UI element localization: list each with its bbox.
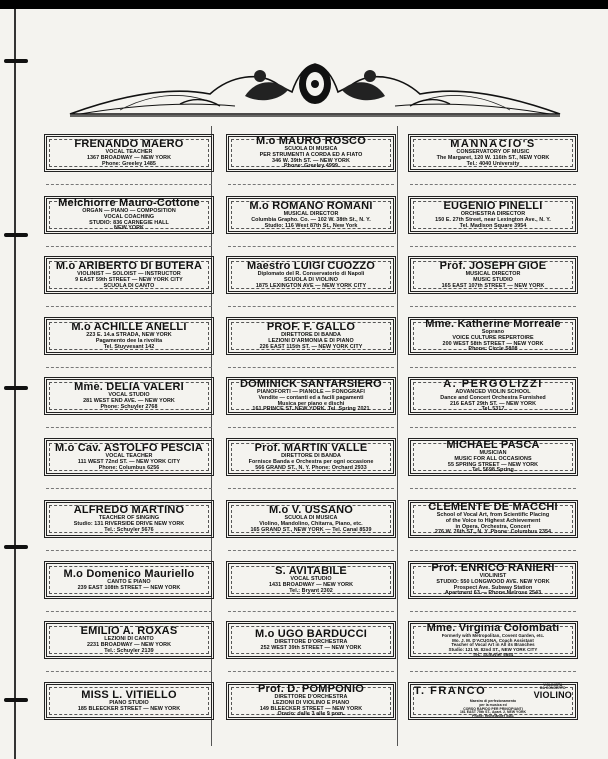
- card-line: The Margaret, 120 W. 116th ST., NEW YORK: [436, 154, 550, 161]
- card-line: 149 BLEECKER STREET — NEW YORK: [259, 705, 363, 712]
- card-line: DIRETTORE D'ORCHESTRA: [274, 639, 348, 646]
- card-line: Tel. Stuyvesant 142: [103, 343, 155, 350]
- advertiser-name: Prof. MARTIN VALLE: [254, 441, 368, 454]
- advertiser-name: MANNACIO'S: [450, 137, 536, 150]
- advertisement-card: [222, 254, 400, 296]
- card-line: PIANO STUDIO: [109, 700, 149, 707]
- card-line: 165 EAST 107th STREET — NEW YORK: [441, 282, 545, 289]
- advertisement-card: [404, 194, 582, 236]
- advertisement-card: [222, 375, 400, 417]
- advertiser-name: M.o Domenico Mauriello: [63, 567, 195, 580]
- card-line: Tel. 5317: [481, 406, 505, 413]
- advertisement-card: [404, 680, 582, 722]
- card-line: Maestro di perfezionamento: [469, 699, 517, 704]
- card-line: VOCAL COACHING: [103, 214, 155, 221]
- advertisement-card: [404, 498, 582, 540]
- card-line: CORSO RAPIDO PER PRINCIPIANTI: [463, 706, 523, 711]
- card-line: MUSICAL DIRECTOR: [465, 271, 521, 278]
- row-divider: [410, 550, 576, 552]
- advertisement-card: [222, 619, 400, 661]
- card-line: 566 GRAND ST., N. Y. Phone: Orchard 2933: [255, 464, 367, 471]
- row-divider: [228, 246, 394, 248]
- advertisement-card: [40, 680, 218, 722]
- card-line: Phone: Rhinelander 5461: [472, 713, 514, 718]
- card-content: [232, 441, 390, 473]
- advertisement-card: [222, 194, 400, 236]
- card-line: Studio: 131 RIVERSIDE DRIVE NEW YORK: [73, 520, 185, 527]
- card-line: 223 E. 14.a STRADA, NEW YORK: [86, 332, 172, 339]
- advertiser-name: ALFREDO MARTINO: [73, 503, 185, 516]
- advertisement-card: [222, 436, 400, 478]
- advertiser-name: M.o ARIBERTO DI BUTERA: [55, 259, 203, 272]
- ornamental-header: [60, 56, 570, 120]
- card-line: of the Voice to Highest Achievement: [445, 518, 541, 525]
- card-line: Tel.: Bryant 2302: [289, 587, 333, 594]
- card-line: 226 EAST 115th ST. — NEW YORK CITY: [259, 343, 363, 350]
- card-line: PIANOFORTI — PIANOLE — FONOGRAFI: [257, 389, 365, 396]
- binder-hole: [4, 233, 28, 237]
- card-line: Tel. 5698 Spring: [472, 467, 514, 474]
- card-line: School of Vocal Art, from Scientific Placing: [436, 512, 550, 519]
- card-content: [50, 196, 208, 232]
- card-line: Formerly with Metropolitan, Covent Garden, etc.: [441, 633, 545, 639]
- card-content: [414, 682, 572, 718]
- card-line: ORCHESTRA DIRECTOR: [460, 211, 526, 218]
- card-content: [232, 682, 390, 718]
- row-divider: [46, 488, 212, 490]
- binder-hole: [4, 386, 28, 390]
- card-line: 200 WEST 58th STREET — NEW YORK: [442, 340, 544, 347]
- card-content: [50, 320, 208, 352]
- card-content: [50, 380, 208, 412]
- card-line: ADVANCED VIOLIN SCHOOL: [455, 389, 531, 396]
- advertiser-name: FRENANDO MAERO: [74, 137, 184, 150]
- card-line: 346 W. 39th ST. — NEW YORK: [272, 157, 350, 164]
- card-content: [232, 134, 390, 170]
- row-divider: [46, 184, 212, 186]
- card-line: in Opera, Orchestra, Concert: [455, 523, 531, 530]
- row-divider: [46, 611, 212, 613]
- side-label: [534, 684, 572, 701]
- card-line: SCUOLA DI MUSICA: [284, 146, 338, 153]
- advertisement-card: [404, 375, 582, 417]
- advertisement-card: [40, 132, 218, 174]
- card-line: Soprano: [481, 329, 505, 336]
- advertiser-name: CLEMENTE DE MACCHI: [428, 500, 558, 513]
- card-content: [50, 137, 208, 169]
- row-divider: [410, 246, 576, 248]
- advertisement-card: [40, 436, 218, 478]
- advertisement-card: [404, 254, 582, 296]
- side-title: VIOLINO: [533, 689, 572, 700]
- advertiser-name: MICHAEL PASCA: [446, 438, 540, 451]
- card-line: 161 PRINCE ST. NEW YORK. Tel. Spring 7021: [252, 406, 370, 413]
- advertiser-name: M.o ROMANO ROMANI: [249, 199, 373, 212]
- card-line: VOCAL STUDIO: [108, 392, 150, 399]
- card-content: [232, 624, 390, 656]
- card-line: MUSIC FOR ALL OCCASIONS: [454, 456, 532, 463]
- card-line: 161 EAST 75th ST., Apart. 2, NEW YORK: [459, 710, 527, 715]
- card-line: Prospect Ave. Subway Station: [453, 584, 533, 591]
- card-content: [50, 685, 208, 717]
- top-border: [0, 0, 608, 9]
- card-line: 165 GRAND ST., NEW YORK — Tel. Canal 8539: [250, 526, 372, 533]
- advertiser-name: Melchiorre Mauro-Cottone: [58, 196, 200, 209]
- advertisement-card: [40, 619, 218, 661]
- advertiser-name: Mme. Virginia Colombati: [426, 621, 560, 634]
- advertisement-card: [404, 619, 582, 661]
- row-divider: [46, 306, 212, 308]
- row-divider: [410, 306, 576, 308]
- card-line: Fornisce Banda e Orchestra per ogni occasione: [248, 458, 374, 465]
- card-line: 2231 BROADWAY — NEW YORK: [86, 641, 172, 648]
- card-line: 216 EAST 29th ST. — NEW YORK: [449, 400, 537, 407]
- card-line: DIRETTORE DI BANDA: [281, 332, 341, 339]
- advertiser-name: M.o Cav. ASTOLFO PESCIA: [54, 441, 204, 454]
- row-divider: [46, 367, 212, 369]
- advertiser-name: M.o MAURO ROSCO: [256, 134, 366, 147]
- advertiser-name: Prof. D. POMPONIO: [257, 682, 365, 695]
- binder-hole: [4, 545, 28, 549]
- row-divider: [410, 184, 576, 186]
- advertisement-card: [222, 315, 400, 357]
- card-line: DIRETTORE D'ORCHESTRA: [274, 694, 348, 701]
- card-line: CANTO E PIANO: [107, 579, 151, 586]
- card-content: [50, 624, 208, 656]
- advertiser-name: DOMINICK SANTARSIERO: [240, 377, 382, 390]
- card-content: [414, 137, 572, 169]
- card-line: Phone: Columbus 6256: [98, 464, 160, 471]
- row-divider: [410, 611, 576, 613]
- card-content: [50, 503, 208, 535]
- card-line: 1875 LEXINGTON AVE — NEW YORK CITY: [255, 282, 367, 289]
- card-content: [232, 320, 390, 352]
- advertisement-card: [40, 375, 218, 417]
- row-divider: [228, 306, 394, 308]
- card-line: Diplomato del R. Conservatorio di Napoli: [257, 271, 365, 278]
- card-content: [414, 621, 572, 657]
- card-line: Columbia Grapho. Co. — 102 W. 38th St., N. Y.: [251, 216, 371, 223]
- card-line: VOCAL STUDIO: [290, 576, 332, 583]
- card-content: [414, 259, 572, 291]
- card-content: [232, 503, 390, 535]
- card-line: SCUOLA DI MUSICA: [284, 515, 338, 522]
- card-line: MUSICIAN: [479, 450, 507, 457]
- card-line: Tel.: 4040 University: [466, 160, 520, 167]
- advertiser-name: EUGENIO PINELLI: [443, 199, 543, 212]
- advertiser-name: M.o V. USSANO: [268, 503, 354, 516]
- card-content: [414, 377, 572, 413]
- card-line: Apartment 63 — Phone Melrose 2543: [444, 590, 542, 597]
- advertiser-name: T. FRANCO: [414, 685, 487, 698]
- advertiser-name: M.o ACHILLE ANELLI: [71, 320, 187, 333]
- advertiser-name: Mme. Katherine Morreale: [425, 317, 561, 330]
- advertiser-name: PROF. F. GALLO: [266, 320, 356, 333]
- card-content: [232, 377, 390, 413]
- card-line: Teacher of Vocal Art in All its Branches: [451, 642, 535, 648]
- card-line: 276 W. 76th ST., N. Y. Phone: Columbus 2354: [434, 529, 552, 536]
- card-line: 239 EAST 108th STREET — NEW YORK: [77, 584, 181, 591]
- advertisement-card: [222, 559, 400, 601]
- advertiser-name: MISS L. VITIELLO: [81, 688, 177, 701]
- card-line: SCUOLA DI CANTO: [103, 282, 155, 289]
- advertiser-name: EMILIO A. ROXAS: [80, 624, 178, 637]
- card-content: [414, 500, 572, 536]
- card-line: Phone: Schuyler 2768: [100, 403, 158, 410]
- card-line: VOICE CULTURE REPERTOIRE: [452, 335, 534, 342]
- card-content: [232, 564, 390, 596]
- card-line: Pagamento dee la rivolita: [95, 337, 163, 344]
- card-line: VIOLINIST — SOLOIST — INSTRUCTOR: [77, 271, 181, 278]
- card-line: Dance and Concert Orchestra Furnished: [440, 395, 546, 402]
- binder-hole: [4, 59, 28, 63]
- binder-hole: [4, 698, 28, 702]
- card-line: VOCAL TEACHER: [105, 149, 153, 156]
- card-line: LEZIONI DI CANTO: [104, 636, 154, 643]
- card-line: STUDIO: 836 CARNEGIE HALL: [89, 219, 169, 226]
- row-divider: [46, 550, 212, 552]
- advertisement-card: [40, 254, 218, 296]
- side-line: DA CONCERTO: [539, 686, 566, 691]
- card-line: 1431 BROADWAY — NEW YORK: [268, 581, 354, 588]
- card-line: NEW YORK: [114, 225, 144, 232]
- card-header-row: [414, 684, 572, 701]
- advertiser-name: A. PERGOLIZZI: [443, 377, 543, 390]
- card-line: Tel.: Schuyler 5676: [104, 526, 154, 533]
- advertisement-card: [404, 559, 582, 601]
- card-content: [414, 561, 572, 597]
- card-line: 281 WEST END AVE. — NEW YORK: [83, 397, 175, 404]
- row-divider: [46, 427, 212, 429]
- advertisement-card: [404, 315, 582, 357]
- card-line: 150 E. 27th Street, near Lexington Ave., N. Y.: [435, 216, 551, 223]
- advertisement-card: [40, 315, 218, 357]
- advertisement-card: [404, 132, 582, 174]
- row-divider: [228, 367, 394, 369]
- binding-rule: [14, 9, 16, 759]
- card-content: [50, 564, 208, 596]
- card-line: per la musica ed: [479, 702, 507, 707]
- row-divider: [228, 671, 394, 673]
- card-line: 185 BLEECKER STREET — NEW YORK: [77, 705, 181, 712]
- advertisement-card: [222, 498, 400, 540]
- row-divider: [410, 427, 576, 429]
- row-divider: [228, 488, 394, 490]
- card-line: 9 EAST 59th STREET — NEW YORK CITY: [75, 276, 183, 283]
- card-line: Tel. Madison Square 3954: [459, 222, 527, 229]
- card-line: PER STRUMENTI A CORDA ED A FIATO: [259, 152, 363, 159]
- advertiser-name: Prof. ENRICO RANIERI: [431, 561, 555, 574]
- card-line: Tel.: Schuyler 2139: [104, 647, 154, 654]
- row-divider: [46, 671, 212, 673]
- card-line: MUSIC STUDIO: [473, 276, 513, 283]
- advertiser-name: S. AVITABILE: [275, 564, 347, 577]
- advertisement-card: [40, 498, 218, 540]
- advertisement-card: [222, 132, 400, 174]
- card-line: CONSERVATORY OF MUSIC: [456, 149, 530, 156]
- card-content: [414, 199, 572, 231]
- row-divider: [410, 367, 576, 369]
- card-line: ORGAN — PIANO — COMPOSITION: [82, 208, 176, 215]
- card-content: [232, 259, 390, 291]
- card-line: TEACHER OF SINGING: [98, 515, 160, 522]
- side-line: VIOLINISTA: [543, 682, 563, 687]
- card-line: 252 WEST 39th STREET — NEW YORK: [260, 644, 362, 651]
- card-line: Vendite — contanti ed a facili pagamenti: [258, 395, 364, 402]
- card-line: DIRETTORE DI BANDA: [281, 453, 341, 460]
- card-line: VOCAL TEACHER: [105, 453, 153, 460]
- row-divider: [228, 427, 394, 429]
- card-content: [414, 317, 572, 353]
- card-line: Phone: Greeley 4999: [284, 163, 338, 170]
- advertisement-card: [222, 680, 400, 722]
- row-divider: [410, 671, 576, 673]
- advertisement-card: [404, 436, 582, 478]
- card-line: LEZIONI DI VIOLINO E PIANO: [272, 700, 350, 707]
- card-line: Musica per piano e dischi: [277, 400, 345, 407]
- row-divider: [228, 611, 394, 613]
- card-line: VIOLINIST: [479, 573, 507, 580]
- card-content: [232, 199, 390, 231]
- card-line: 1367 BROADWAY — NEW YORK: [86, 154, 172, 161]
- card-line: Violino, Mandolino, Chitarra, Piano, etc.: [259, 520, 363, 527]
- advertiser-name: Prof. JOSEPH GIOE: [439, 259, 547, 272]
- advertiser-name: Mme. DELIA VALERI: [74, 380, 184, 393]
- card-line: Studio: 121 W. 82nd ST., NEW YORK CITY: [448, 647, 538, 653]
- advertiser-name: M.o UGO BARDUCCI: [255, 627, 367, 640]
- advertiser-name: Maestro LUIGI CUOZZO: [246, 259, 376, 272]
- row-divider: [410, 488, 576, 490]
- card-line: Phone: Greeley 1485: [102, 160, 156, 167]
- row-divider: [46, 246, 212, 248]
- card-line: Orario: dalle 3 alle 9 pom.: [277, 711, 345, 718]
- card-line: STUDIO: 550 LONGWOOD AVE. NEW YORK: [436, 579, 550, 586]
- card-line: SCUOLA DI VIOLINO: [284, 276, 338, 283]
- card-line: LEZIONI D'ARMONIA E DI PIANO: [268, 337, 354, 344]
- advertisement-card: [40, 559, 218, 601]
- card-content: [50, 441, 208, 473]
- card-line: MUSICAL DIRECTOR: [283, 211, 339, 218]
- card-line: Mo. J. M. D'ACUGNA, Coach Assistant: [452, 637, 534, 643]
- row-divider: [228, 184, 394, 186]
- card-line: Phone: Circle 5808: [468, 346, 518, 353]
- card-line: Tel.: Schuyler 5654: [472, 651, 514, 657]
- card-content: [414, 438, 572, 474]
- card-line: Studio: 116 West 87th St., New York: [264, 222, 358, 229]
- card-line: 55 SPRING STREET — NEW YORK: [447, 461, 539, 468]
- card-content: [50, 259, 208, 291]
- card-line: 111 WEST 72nd ST. — NEW YORK CITY: [77, 458, 181, 465]
- advertisement-card: [40, 194, 218, 236]
- row-divider: [228, 550, 394, 552]
